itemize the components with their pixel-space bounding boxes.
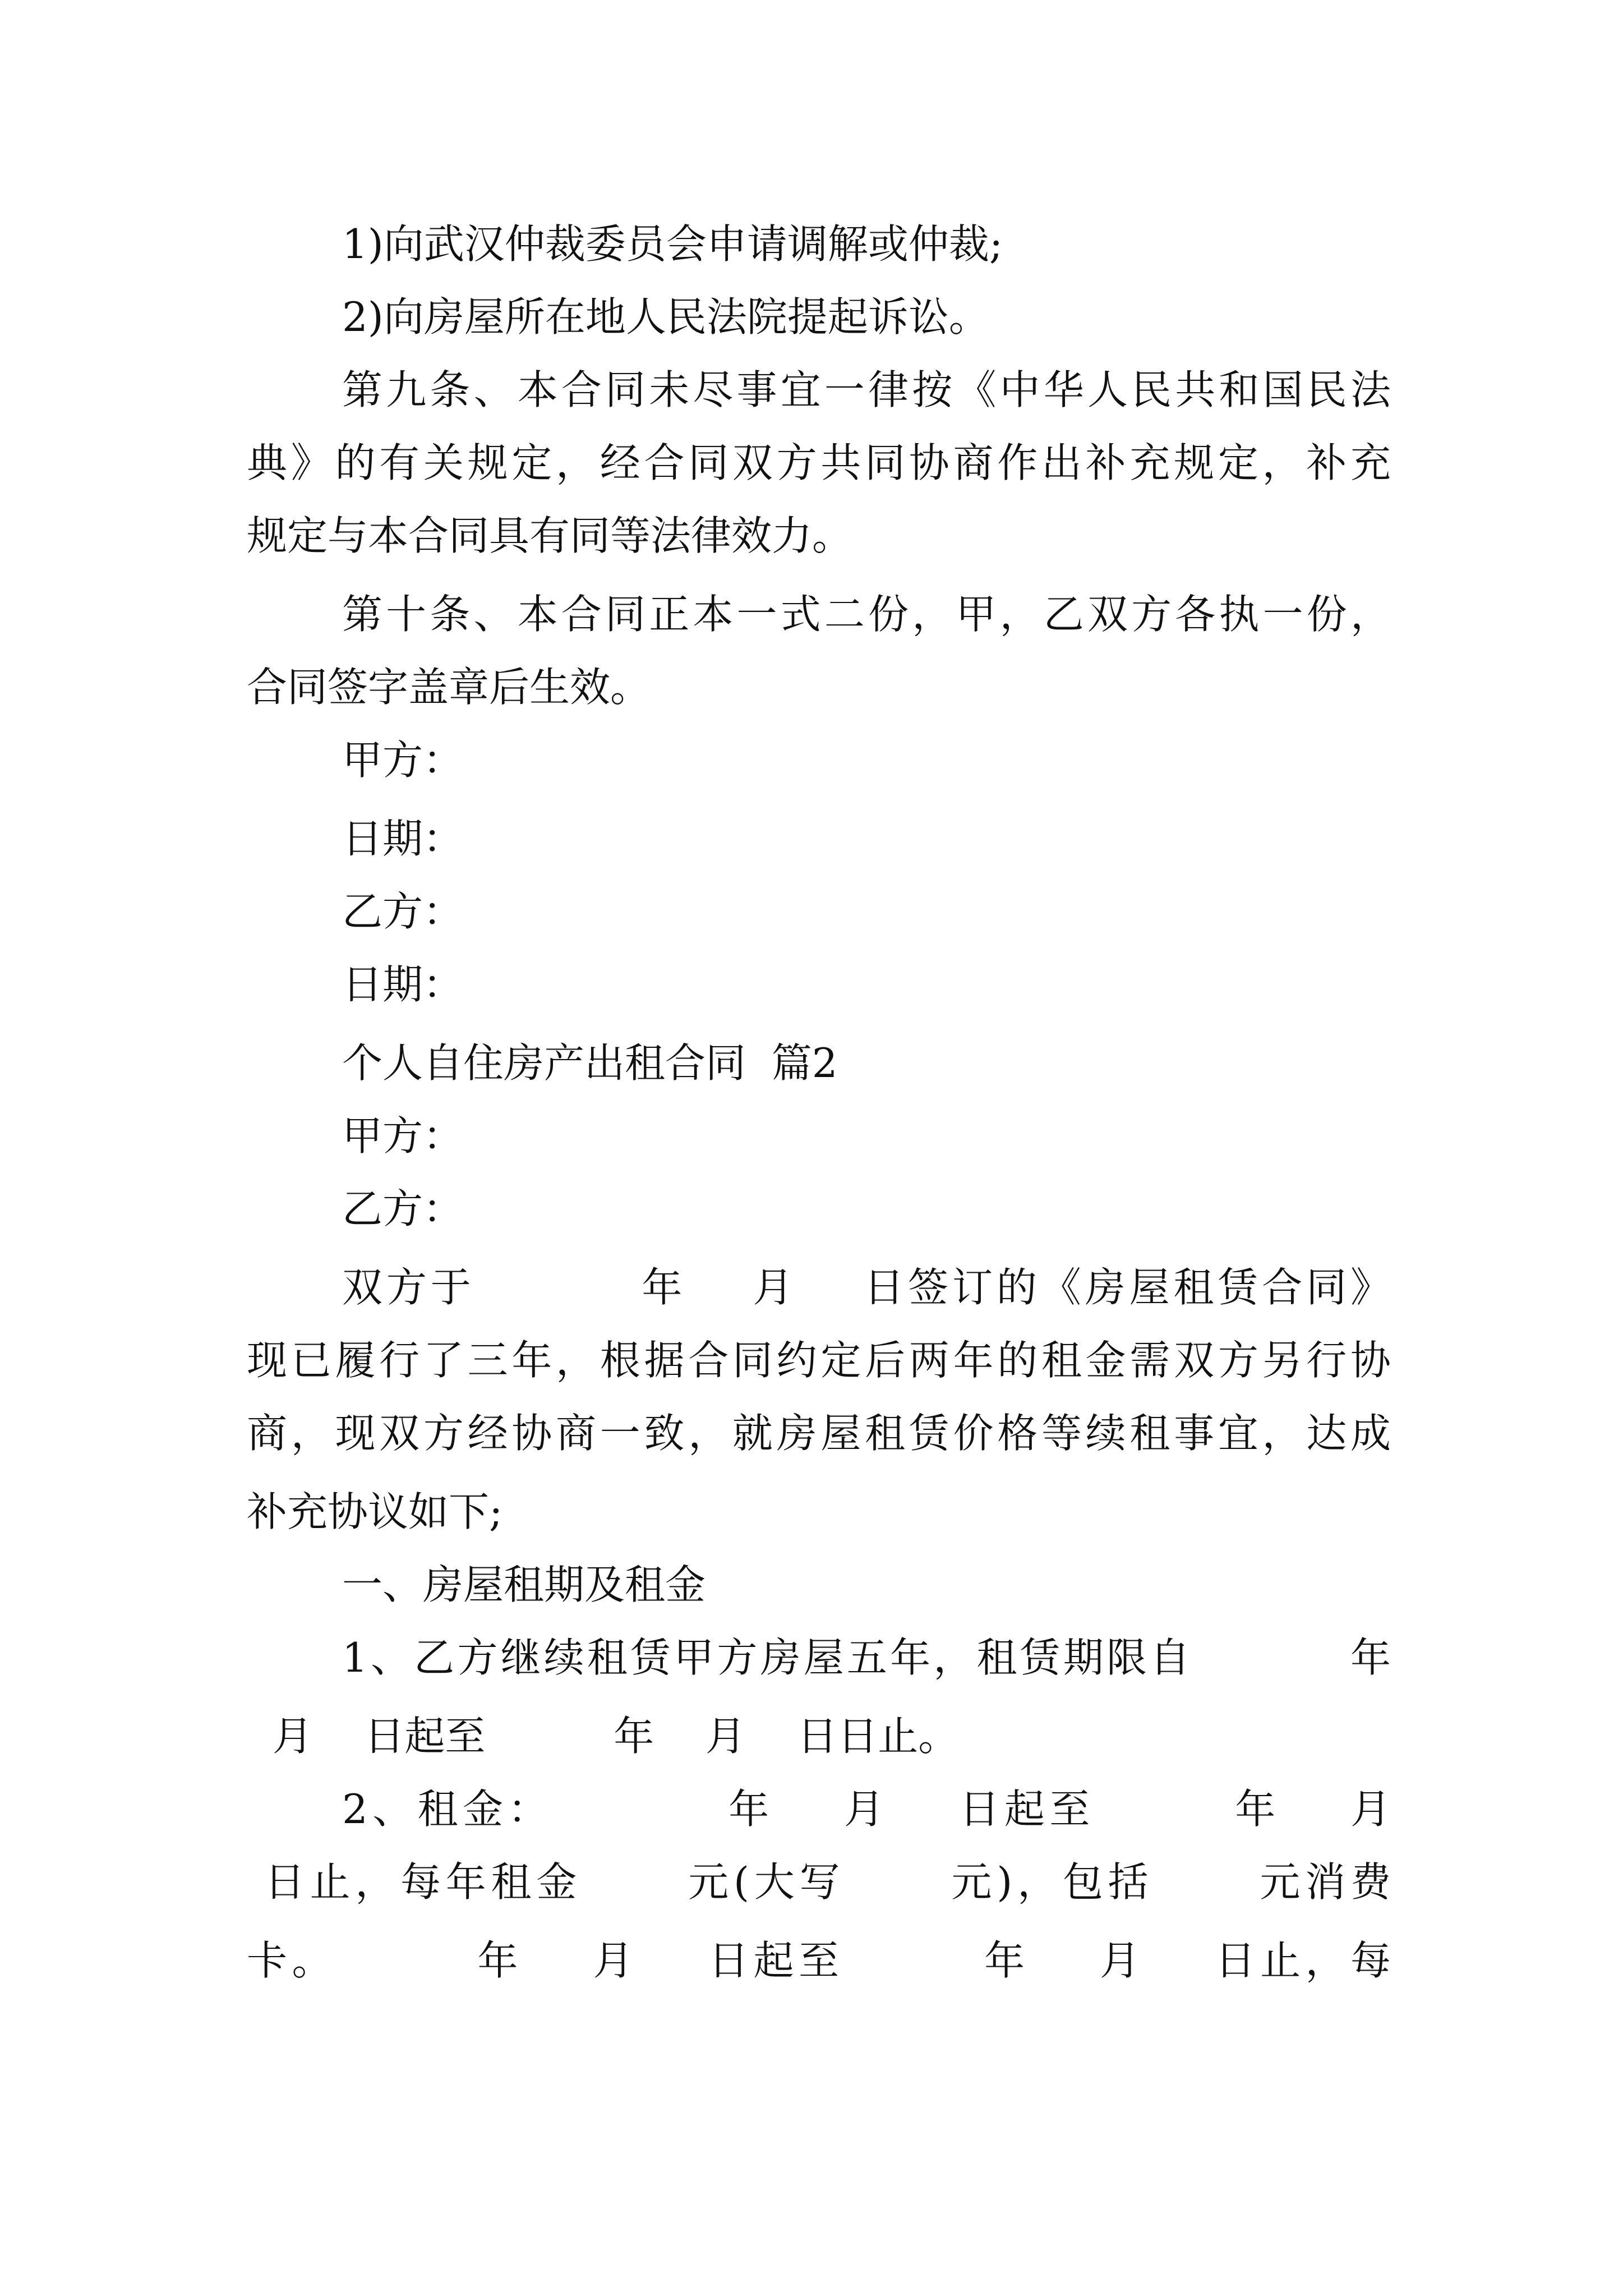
signature-label: 乙方： [342, 1185, 464, 1232]
date-label: 日期： [342, 815, 464, 862]
paragraph-line: 卡。 年 月 日起至 年 月 日止，每 [247, 1937, 1391, 1984]
section-heading: 个人自住房产出租合同 篇2 [342, 1039, 838, 1087]
paragraph-line: 商，现双方经协商一致，就房屋租赁价格等续租事宜，达成 [247, 1410, 1391, 1457]
paragraph-line: 月 日起至 年 月 日日止。 [247, 1713, 959, 1760]
paragraph-line: 双方于 年 月 日签订的《房屋租赁合同》 [342, 1264, 1391, 1311]
section-heading: 一、房屋租期及租金 [342, 1561, 706, 1608]
paragraph-line: 补充协议如下; [247, 1488, 503, 1535]
signature-label: 乙方： [342, 888, 464, 935]
paragraph-line: 典》的有关规定，经合同双方共同协商作出补充规定，补充 [247, 439, 1391, 486]
paragraph-line: 现已履行了三年，根据合同约定后两年的租金需双方另行协 [247, 1337, 1391, 1384]
paragraph-line: 规定与本合同具有同等法律效力。 [247, 512, 853, 559]
paragraph-line: 合同签字盖章后生效。 [247, 664, 651, 711]
paragraph-line: 日止，每年租金 元(大写 元)，包括 元消费 [247, 1858, 1391, 1906]
signature-label: 甲方： [342, 737, 464, 784]
paragraph-line: 2)向房屋所在地人民法院提起诉讼。 [342, 293, 989, 341]
date-label: 日期： [342, 961, 464, 1008]
paragraph-line: 1)向武汉仲裁委员会申请调解或仲裁; [342, 220, 1003, 268]
paragraph-line: 1、乙方继续租赁甲方房屋五年，租赁期限自 年 [342, 1634, 1391, 1681]
paragraph-line: 第十条、本合同正本一式二份，甲，乙双方各执一份， [342, 591, 1391, 638]
paragraph-line: 第九条、本合同未尽事宜一律按《中华人民共和国民法 [342, 366, 1391, 413]
signature-label: 甲方： [342, 1112, 464, 1159]
paragraph-line: 2、租金： 年 月 日起至 年 月 [342, 1786, 1391, 1833]
